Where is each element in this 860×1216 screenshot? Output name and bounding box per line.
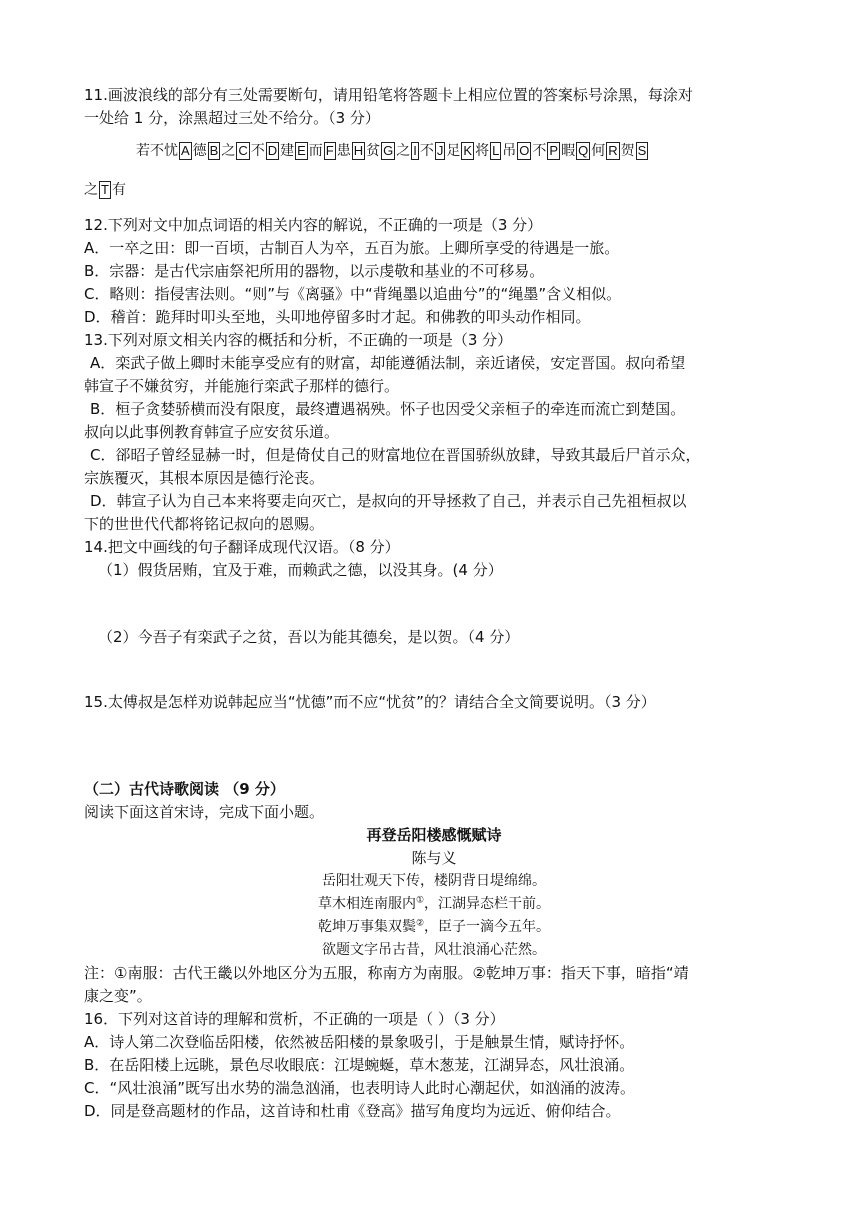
q13-option-a-line1: A．栾武子做上卿时未能享受应有的财富，却能遵循法制，亲近诸侯，安定晋国。叔向希望 xyxy=(90,354,686,372)
answer-label[interactable]: T xyxy=(101,182,109,197)
poem-author: 陈与义 xyxy=(411,849,457,867)
q13-option-c-line2: 宗族覆灭，其根本原因是德行沦丧。 xyxy=(84,469,325,487)
poem-line-2: 草木相连南服内①，江湖异态栏干前。 xyxy=(317,895,551,912)
q11-seq-text: 之 xyxy=(396,143,411,159)
q11-seq-text: 不 xyxy=(419,143,434,159)
section2-intro: 阅读下面这首宋诗，完成下面小题。 xyxy=(84,803,325,821)
poem-body xyxy=(84,870,784,962)
answer-label[interactable]: R xyxy=(608,143,618,158)
q11-tail-text: 之 xyxy=(84,182,98,198)
q13-option-d-line1: D．韩宣子认为自己本来将要走向灭亡，是叔向的开导拯救了自己，并表示自己先祖桓叔以 xyxy=(90,492,687,510)
q11-seq-text: 患 xyxy=(336,143,351,159)
answer-label[interactable]: S xyxy=(637,143,647,158)
poem-line-1: 岳阳壮观天下传，楼阴背日堤绵绵。 xyxy=(322,873,546,889)
q11-seq-text: 吊 xyxy=(502,143,517,159)
poem-line-3: 乾坤万事集双鬓②，臣子一滴今五年。 xyxy=(317,918,551,935)
q11-seq-text: 足 xyxy=(446,143,461,159)
q11-seq-text: 不 xyxy=(532,143,547,159)
q16-option-c: C．“风壮浪涌”既写出水势的湍急汹涌，也表明诗人此时心潮起伏，如汹涌的波涛。 xyxy=(84,1079,636,1097)
answer-label[interactable]: I xyxy=(413,143,417,158)
q11-seq-text: 德 xyxy=(192,143,207,159)
q11-seq-text: 而 xyxy=(308,143,323,159)
q12-option-c: C．略则：指侵害法则。“则”与《离骚》中“背绳墨以追曲兮”的“绳墨”含义相似。 xyxy=(84,285,622,303)
q13-option-d-line2: 下的世世代代都将铭记叔向的恩赐。 xyxy=(84,515,325,533)
q11-seq-text: 将 xyxy=(475,143,490,159)
q16-option-a: A．诗人第二次登临岳阳楼，依然被岳阳楼的景象吸引，于是触景生情，赋诗抒怀。 xyxy=(84,1033,635,1051)
footnote-mark-1: ① xyxy=(415,895,425,906)
q11-seq-text: 贺 xyxy=(620,143,635,159)
poem-note-line1: 注：①南服：古代王畿以外地区分为五服，称南方为南服。②乾坤万事：指天下事，暗指“靖 xyxy=(84,964,689,982)
q11-seq-text: 之 xyxy=(221,143,236,159)
q13-option-b-line2: 叔向以此事例教育韩宣子应安贫乐道。 xyxy=(84,423,340,441)
q11-seq-text: 建 xyxy=(280,143,295,159)
answer-label[interactable]: P xyxy=(549,143,559,158)
footnote-mark-2: ② xyxy=(415,918,425,929)
q11-seq-text: 贫 xyxy=(366,143,381,159)
q11-stem-line1: 11.画波浪线的部分有三处需要断句，请用铅笔将答题卡上相应位置的答案标号涂黑，每涂对 xyxy=(84,86,693,104)
answer-label[interactable]: H xyxy=(353,143,364,158)
q11-seq-text: 若不忧 xyxy=(136,143,178,159)
answer-label[interactable]: B xyxy=(209,143,219,158)
answer-label[interactable]: L xyxy=(492,143,500,158)
poem-note-line2: 康之变”。 xyxy=(84,987,152,1005)
q13-stem: 13.下列对原文相关内容的概括和分析，不正确的一项是（3 分） xyxy=(84,331,513,349)
q11-seq-text: 何 xyxy=(591,143,606,159)
q12-stem: 12.下列对文中加点词语的相关内容的解说，不正确的一项是（3 分） xyxy=(84,216,543,234)
answer-label[interactable]: G xyxy=(383,143,394,158)
q13-option-b-line1: B．桓子贪婪骄横而没有限度，最终遭遇祸殃。怀子也因受父亲桓子的牵连而流亡到楚国。 xyxy=(90,400,686,418)
answer-label[interactable]: E xyxy=(297,143,306,158)
q12-option-d: D．稽首：跪拜时叩头至地，头叩地停留多时才起。和佛教的叩头动作相同。 xyxy=(84,308,591,326)
poem-line-4: 欲题文字吊古昔，风壮浪涌心茫然。 xyxy=(322,942,546,958)
section2-heading: （二）古代诗歌阅读 （9 分） xyxy=(84,780,285,798)
answer-label[interactable]: F xyxy=(325,143,334,158)
answer-label[interactable]: A xyxy=(181,143,190,158)
exam-page xyxy=(84,84,784,1123)
q12-option-b: B．宗器：是古代宗庙祭祀所用的器物，以示虔敬和基业的不可移易。 xyxy=(84,262,545,280)
q11-sentence-tail xyxy=(84,179,784,202)
q11-sentence-with-labels xyxy=(84,140,784,163)
answer-label[interactable]: D xyxy=(267,143,278,158)
q13-option-c-line1: C．郤昭子曾经显赫一时，但是倚仗自己的财富地位在晋国骄纵放肆，导致其最后尸首示众， xyxy=(90,446,701,464)
poem-title: 再登岳阳楼感慨赋诗 xyxy=(366,826,502,844)
answer-label[interactable]: K xyxy=(463,143,473,158)
q14-sentence-1: （1）假货居贿，宜及于难，而赖武之德，以没其身。(4 分） xyxy=(98,561,503,579)
q14-sentence-2: （2）今吾子有栾武子之贫，吾以为能其德矣，是以贺。（4 分） xyxy=(98,628,520,646)
q16-option-b: B．在岳阳楼上远眺，景色尽收眼底：江堤蜿蜒，草木葱茏，江湖异态，风壮浪涌。 xyxy=(84,1056,635,1074)
q15-stem: 15.太傅叔是怎样劝说韩起应当“忧德”而不应“忧贫”的？请结合全文简要说明。（3 分） xyxy=(84,693,656,711)
answer-label[interactable]: J xyxy=(436,143,444,158)
answer-label[interactable]: O xyxy=(519,143,530,158)
q14-stem: 14.把文中画线的句子翻译成现代汉语。（8 分） xyxy=(84,538,400,556)
q13-option-a-line2: 韩宣子不嫌贫穷，并能施行栾武子那样的德行。 xyxy=(84,377,400,395)
q12-option-a: A．一卒之田：即一百顷，古制百人为卒，五百为旅。上卿所享受的待遇是一旅。 xyxy=(84,239,620,257)
q16-option-d: D．同是登高题材的作品，这首诗和杜甫《登高》描写角度均为远近、俯仰结合。 xyxy=(84,1102,621,1120)
answer-label[interactable]: C xyxy=(238,143,248,158)
q11-seq-text: 不 xyxy=(250,143,265,159)
q11-seq-text: 暇 xyxy=(561,143,576,159)
q11-stem-line2: 一处给 1 分，涂黑超过三处不给分。（3 分） xyxy=(84,109,380,127)
q11-tail-end: 有 xyxy=(111,182,126,198)
q16-stem: 16．下列对这首诗的理解和赏析，不正确的一项是（ ）（3 分） xyxy=(84,1010,505,1028)
answer-label[interactable]: Q xyxy=(578,143,589,158)
